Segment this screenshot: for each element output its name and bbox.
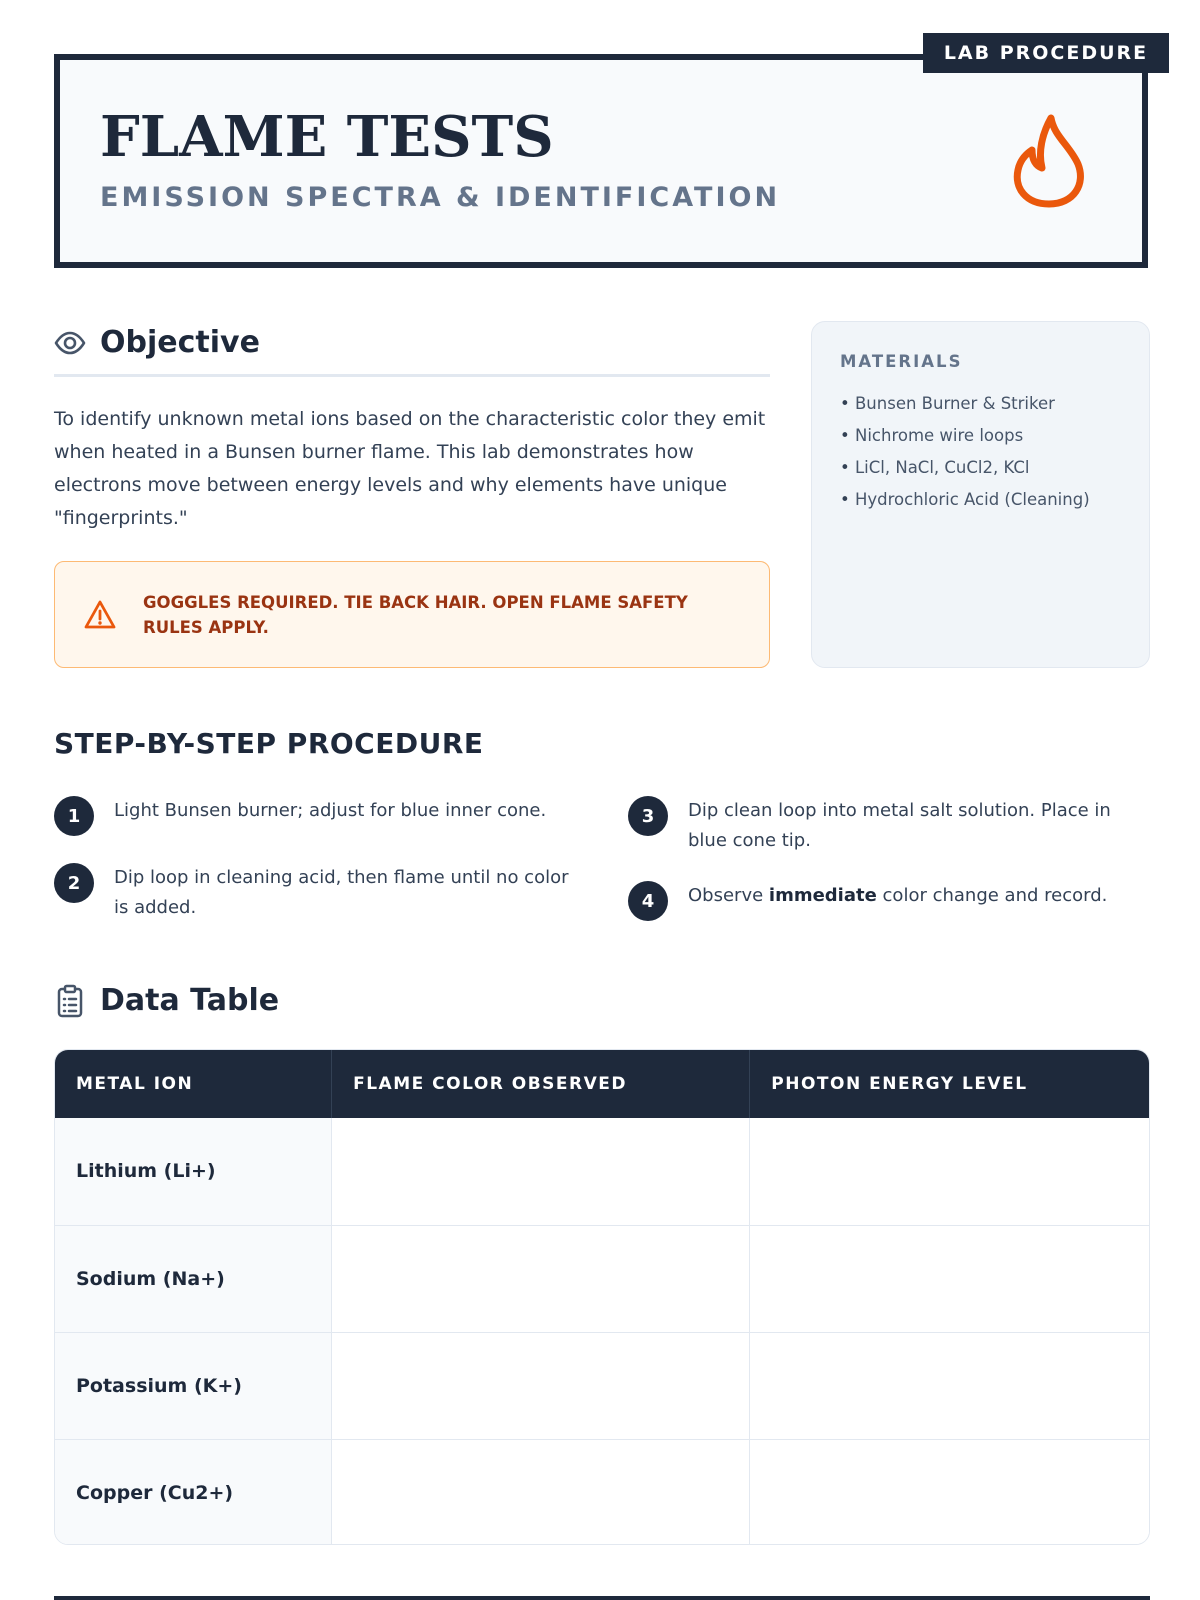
- flame-color-cell[interactable]: [332, 1225, 750, 1332]
- step-text-part: Observe: [688, 885, 769, 906]
- table-row: [55, 1118, 1149, 1225]
- step-number: 3: [628, 796, 668, 836]
- eye-icon: [54, 327, 86, 359]
- list-item: • Hydrochloric Acid (Cleaning): [840, 484, 1090, 516]
- step-number: 4: [628, 881, 668, 921]
- warning-triangle-icon: [83, 598, 117, 632]
- procedure-step-2: [54, 863, 574, 923]
- photon-energy-cell[interactable]: [750, 1439, 1149, 1545]
- objective-text: To identify unknown metal ions based on the characteristic color they emit when heated in a Bunsen burner flame. This lab demonstrates how electrons move between energy levels and why elements have unique "fingerprints.": [54, 408, 766, 529]
- metal-ion-cell: Sodium (Na+): [55, 1225, 332, 1332]
- objective-title: Objective: [100, 325, 260, 360]
- clipboard-icon: [54, 984, 86, 1018]
- flame-color-cell[interactable]: [332, 1118, 750, 1225]
- objective-divider: [54, 374, 770, 377]
- warning-text: GOGGLES REQUIRED. TIE BACK HAIR. OPEN FLAME SAFETY RULES APPLY.: [143, 593, 688, 637]
- metal-ion-cell: Copper (Cu2+): [55, 1439, 332, 1545]
- data-table-title: Data Table: [100, 983, 280, 1018]
- step-number: 2: [54, 863, 94, 903]
- materials-label: MATERIALS: [840, 352, 963, 371]
- list-item: • LiCl, NaCl, CuCl2, KCl: [840, 452, 1090, 484]
- data-table-heading: [54, 983, 279, 1018]
- data-table: [54, 1049, 1150, 1545]
- flame-icon: [1008, 112, 1090, 210]
- metal-ion-cell: Lithium (Li+): [55, 1118, 332, 1225]
- step-number: 1: [54, 796, 94, 836]
- photon-energy-cell[interactable]: [750, 1118, 1149, 1225]
- step-text-part: color change and record.: [876, 885, 1108, 906]
- safety-warning: [54, 561, 770, 668]
- list-item: • Bunsen Burner & Striker: [840, 388, 1090, 420]
- metal-ion-cell: Potassium (K+): [55, 1332, 332, 1439]
- step-text: Dip loop in cleaning acid, then flame until no color is added.: [114, 867, 569, 918]
- objective-heading: [54, 325, 260, 360]
- flame-color-cell[interactable]: [332, 1439, 750, 1545]
- column-header-metal-ion: METAL ION: [55, 1050, 332, 1118]
- photon-energy-cell[interactable]: [750, 1225, 1149, 1332]
- header-card: [54, 54, 1148, 268]
- list-item: • Nichrome wire loops: [840, 420, 1090, 452]
- step-text-emphasis: immediate: [768, 885, 877, 906]
- materials-panel: [811, 321, 1150, 668]
- procedure-step-4: [628, 881, 1150, 921]
- table-row: [55, 1225, 1149, 1332]
- column-header-photon-energy: PHOTON ENERGY LEVEL: [750, 1050, 1149, 1118]
- step-text: Dip clean loop into metal salt solution. Place in blue cone tip.: [688, 800, 1111, 851]
- table-row: [55, 1439, 1149, 1545]
- step-text: [688, 881, 1107, 921]
- step-text: Light Bunsen burner; adjust for blue inner cone.: [114, 800, 547, 821]
- footer-divider: [54, 1596, 1150, 1600]
- page-title: FLAME TESTS: [100, 104, 554, 170]
- flame-color-cell[interactable]: [332, 1332, 750, 1439]
- materials-list: [840, 388, 1090, 516]
- table-row: [55, 1332, 1149, 1439]
- column-header-flame-color: FLAME COLOR OBSERVED: [332, 1050, 750, 1118]
- table-header-row: [55, 1050, 1149, 1118]
- procedure-step-1: [54, 796, 574, 836]
- procedure-step-3: [628, 796, 1150, 856]
- photon-energy-cell[interactable]: [750, 1332, 1149, 1439]
- lab-procedure-tag: LAB PROCEDURE: [923, 33, 1169, 73]
- procedure-title: STEP-BY-STEP PROCEDURE: [54, 727, 484, 760]
- page-subtitle: EMISSION SPECTRA & IDENTIFICATION: [100, 182, 781, 213]
